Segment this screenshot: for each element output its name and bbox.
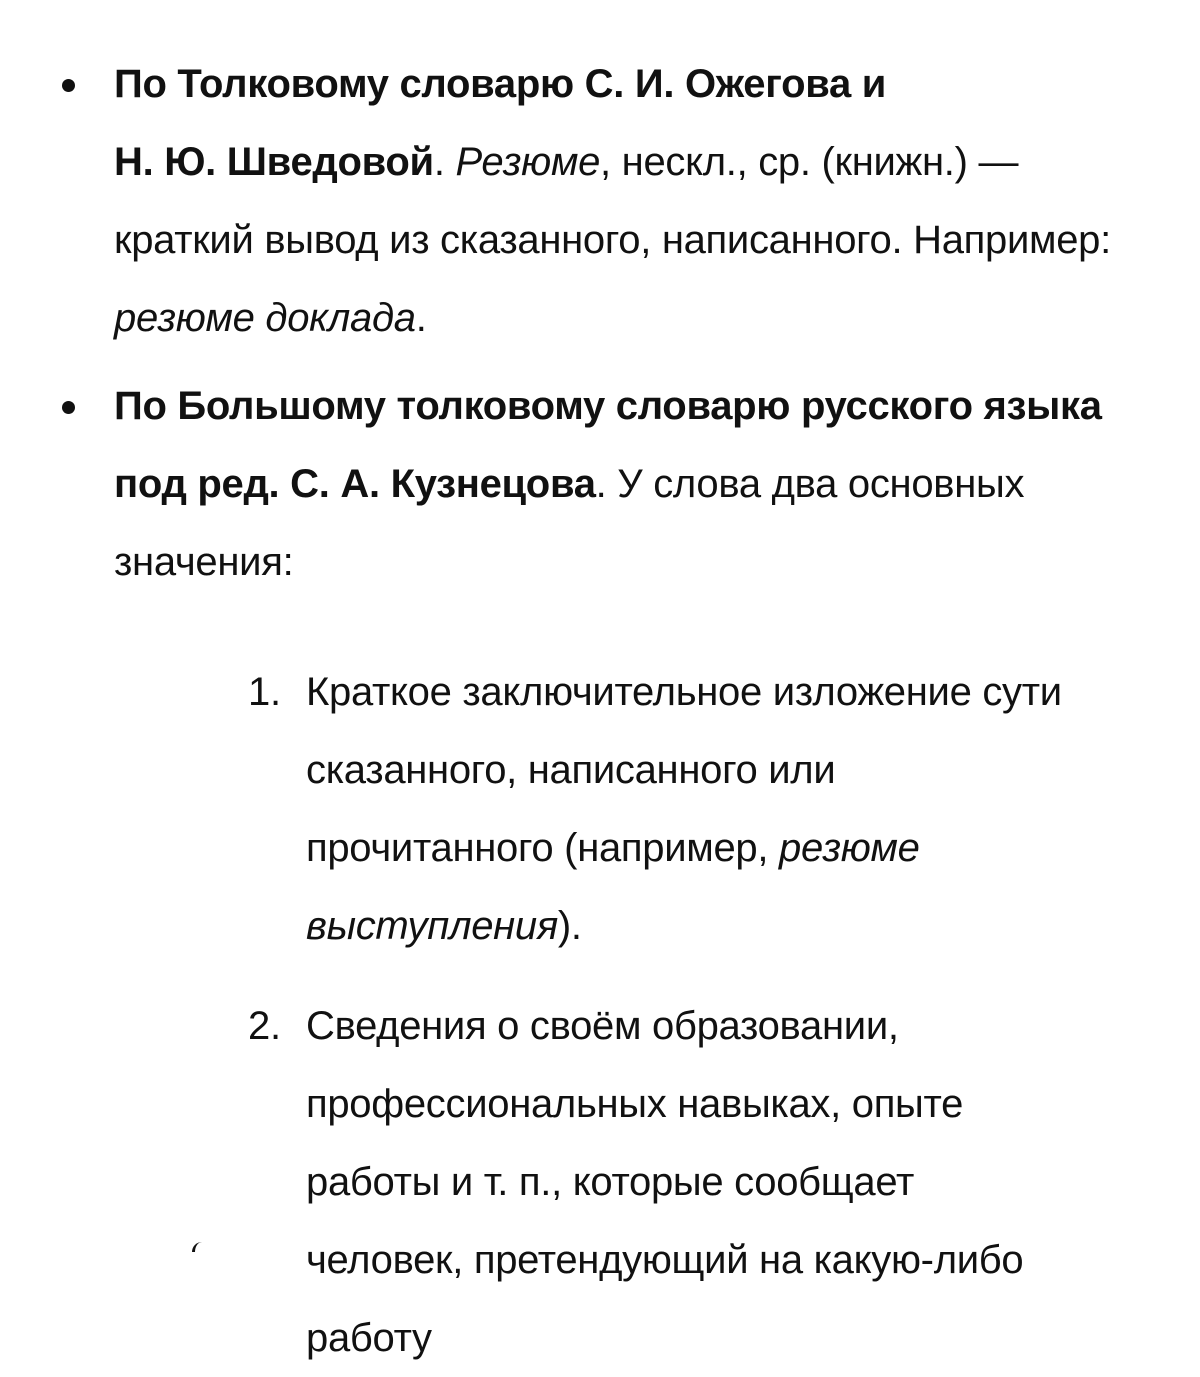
usage-example: резюме выступления [306, 826, 920, 948]
meaning-item [114, 653, 1140, 965]
meaning-text: Сведения о своём образовании, профессиональных навыках, опыте работы и т. п., которые сообщает человек, претендующий на какую-либо работу [306, 1004, 1024, 1360]
list-item-kuznetsov [0, 367, 1200, 1377]
source-title-line1: По Толковому словарю С. И. Ожегова и [114, 62, 887, 106]
separator: . [433, 140, 456, 184]
meaning-number: 1. [248, 670, 281, 714]
list-item-ozhegov [0, 45, 1200, 357]
meaning-text: Краткое заключительное изложение сути сказанного, написанного или прочитанного (например, [306, 670, 1062, 870]
meanings-list [114, 653, 1140, 1377]
bullet-icon [62, 79, 75, 92]
usage-example: резюме доклада [114, 296, 416, 340]
bullet-icon [62, 401, 75, 414]
source-title-line2: Н. Ю. Шведовой [114, 140, 434, 184]
meaning-item [114, 987, 1140, 1377]
meaning-text-end: ). [557, 904, 582, 948]
definitions-list [0, 45, 1200, 1377]
end-punctuation: . [415, 296, 427, 340]
intro-text: . У слова два основных значения: [114, 462, 1025, 584]
definition-text: , нескл., ср. (книжн.) — краткий вывод из сказанного, написанного. Например: [114, 140, 1111, 262]
source-title: По Большому толковому словарю русского языка под ред. С. А. Кузнецова [114, 384, 1102, 506]
meaning-number: 2. [248, 1004, 281, 1048]
headword: Резюме [455, 140, 601, 184]
